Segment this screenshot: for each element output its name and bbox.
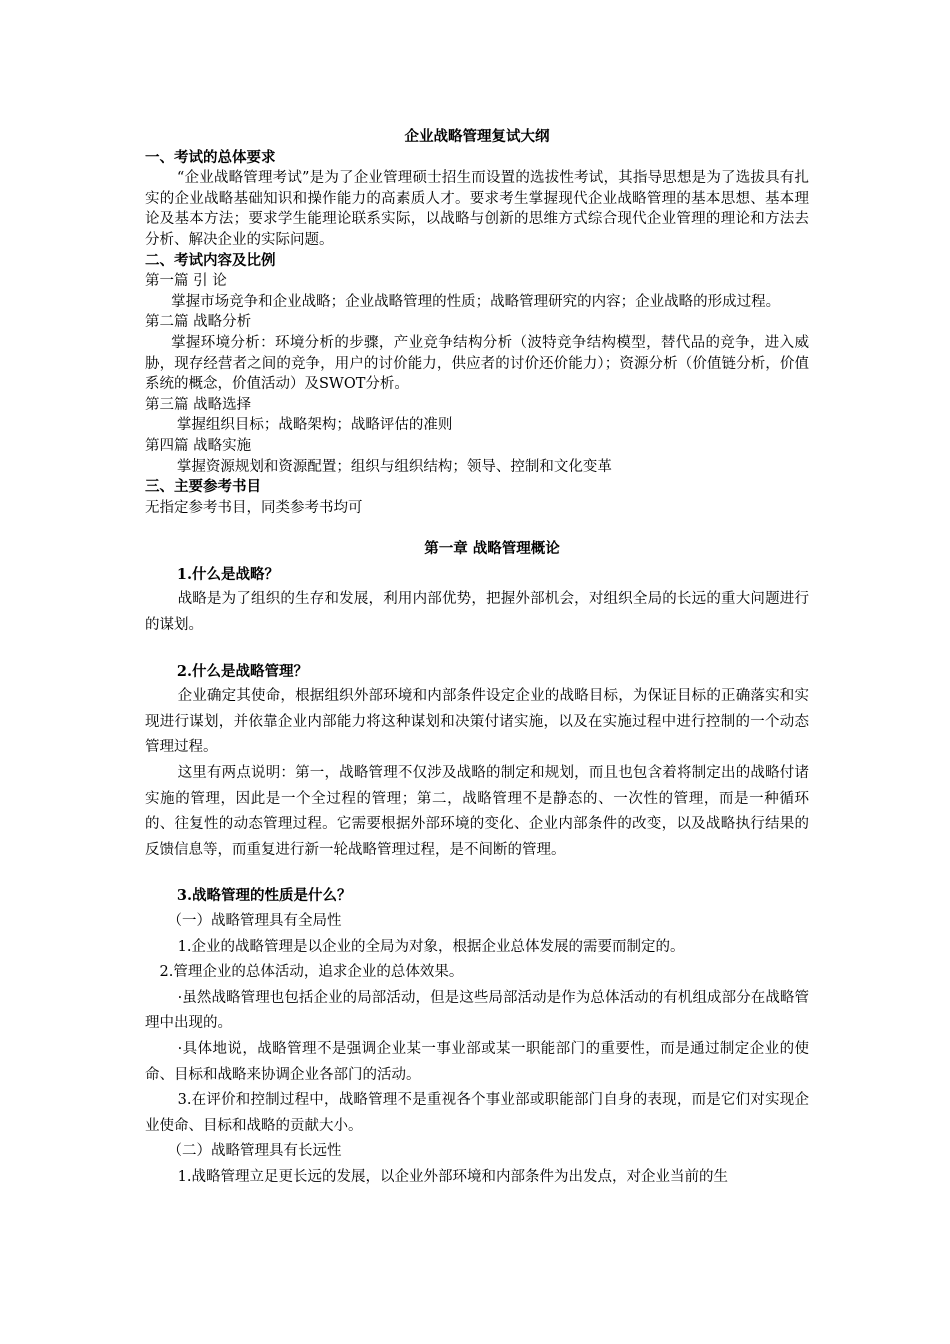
spacer xyxy=(145,863,809,883)
part4-title: 第四篇 战略实施 xyxy=(145,437,252,454)
part1-text: 掌握市场竞争和企业战略；企业战略管理的性质；战略管理研究的内容；企业战略的形成过程。 xyxy=(171,293,781,310)
answer-2-paragraph-1: 企业确定其使命，根据组织外部环境和内部条件设定企业的战略目标，为保证目标的正确落实和实现进行谋划，并依靠企业内部能力将这种谋划和决策付诸实施，以及在实施过程中进行控制的一个动态管理过程。 xyxy=(145,688,809,756)
global-item-1: 1.企业的战略管理是以企业的全局为对象，根据企业总体发展的需要而制定的。 xyxy=(177,938,685,955)
subsection-global: （一）战略管理具有全局性 xyxy=(167,913,342,929)
question-1: 1.什么是战略？ xyxy=(176,565,280,583)
global-bullet-1: ·虽然战略管理也包括企业的局部活动，但是这些局部活动是作为总体活动的有机组成部分在战略管理中出现的。 xyxy=(145,989,809,1032)
global-bullet-2: ·具体地说，战略管理不是强调企业某一事业部或某一职能部门的重要性，而是通过制定企业的使命、目标和战略来协调企业各部门的活动。 xyxy=(145,1040,809,1083)
references-text: 无指定参考书目，同类参考书均可 xyxy=(145,499,363,516)
question-2: 2.什么是战略管理？ xyxy=(176,662,309,680)
long-term-item-1: 1.战略管理立足更长远的发展，以企业外部环境和内部条件为出发点，对企业当前的生 xyxy=(177,1168,728,1185)
heading-references: 三、主要参考书目 xyxy=(145,478,261,496)
part1-title: 第一篇 引 论 xyxy=(145,273,227,290)
global-item-3: 3.在评价和控制过程中，战略管理不是重视各个事业部或职能部门自身的表现，而是它们对实现企业使命、目标和战略的贡献大小。 xyxy=(145,1092,809,1134)
subsection-long-term: （二）战略管理具有长远性 xyxy=(167,1143,342,1160)
answer-2-paragraph-2: 这里有两点说明：第一，战略管理不仅涉及战略的制定和规划，而且也包含着将制定出的战略付诸实施的管理，因此是一个全过程的管理；第二，战略管理不是静态的、一次性的管理，而是一种循环的、往复性的动态管理过程。它需要根据外部环境的变化、企业内部条件的改变，以及战略执行结果的反馈信息等，而重复进行新一轮战略管理过程，是不间断的管理。 xyxy=(145,765,809,858)
document-page xyxy=(145,127,809,1191)
heading-exam-content: 二、考试内容及比例 xyxy=(145,251,276,269)
outline-title: 企业战略管理复试大纲 xyxy=(404,128,550,145)
part4-text: 掌握资源规划和资源配置；组织与组织结构；领导、控制和文化变革 xyxy=(176,458,612,475)
chapter-one-section xyxy=(145,536,809,1190)
question-3: 3.战略管理的性质是什么？ xyxy=(176,887,352,905)
part3-text: 掌握组织目标；战略架构；战略评估的准则 xyxy=(176,417,453,434)
exam-outline-section xyxy=(145,127,809,518)
general-requirements-text: “企业战略管理考试”是为了企业管理硕士招生而设置的选拔性考试，其指导思想是为了选拔具有扎实的企业战略基础知识和操作能力的高素质人才。要求考生掌握现代企业战略管理的基本思想、基本理论及基本方法；要求学生能理论联系实际，以战略与创新的思维方式综合现代企业管理的理论和方法去分析、解决企业的实际问题。 xyxy=(145,170,809,248)
spacer xyxy=(145,639,809,659)
part3-title: 第三篇 战略选择 xyxy=(145,396,252,413)
answer-1: 战略是为了组织的生存和发展，利用内部优势，把握外部机会，对组织全局的长远的重大问题进行的谋划。 xyxy=(145,591,809,634)
global-item-2: 2.管理企业的总体活动，追求企业的总体效果。 xyxy=(159,964,464,981)
part2-text: 掌握环境分析：环境分析的步骤，产业竞争结构分析（波特竞争结构模型，替代品的竞争，进入威胁，现存经营者之间的竞争，用户的讨价能力，供应者的讨价还价能力）；资源分析（价值链分析，价值系统的概念，价值活动）及SWOT分析。 xyxy=(145,334,809,393)
part2-title: 第二篇 战略分析 xyxy=(145,314,252,331)
chapter-title: 第一章 战略管理概论 xyxy=(424,540,560,558)
heading-general-requirements: 一、考试的总体要求 xyxy=(145,148,276,166)
